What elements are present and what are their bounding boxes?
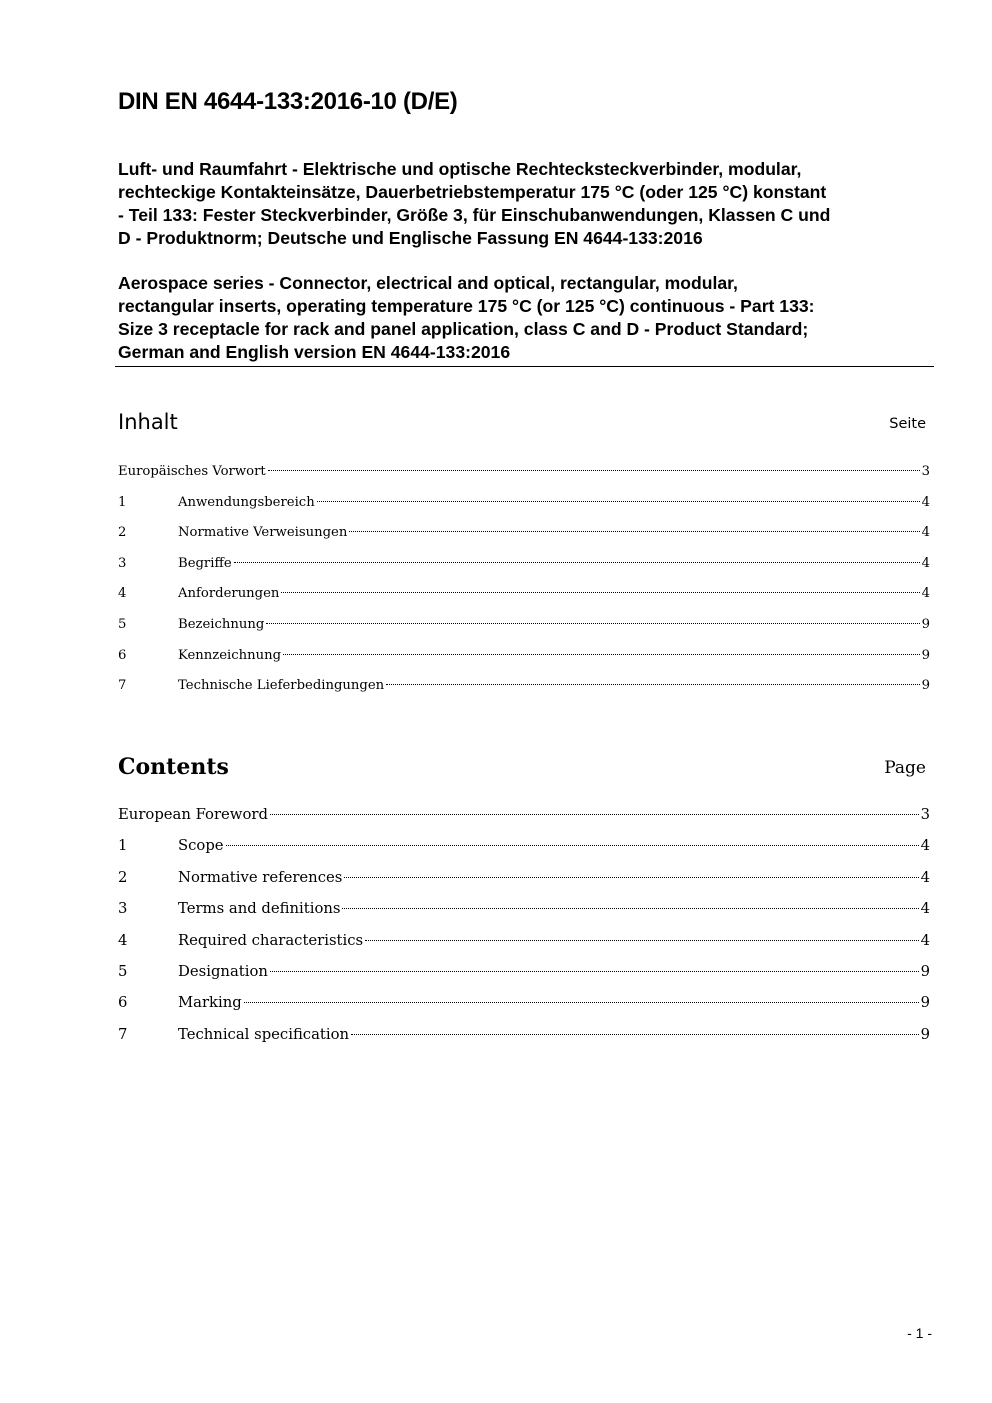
toc-entry[interactable] — [118, 806, 930, 823]
toc-entry-label: Technical specification — [178, 1025, 350, 1043]
german-title-line: Luft- und Raumfahrt - Elektrische und optische Rechtecksteckverbinder, modular, — [118, 159, 802, 179]
toc-entry[interactable] — [118, 617, 930, 632]
toc-entry-label: Normative references — [178, 868, 343, 886]
toc-entry-leader — [234, 562, 920, 563]
page-number: - 1 - — [907, 1325, 932, 1341]
toc-entry-label: Marking — [178, 994, 242, 1012]
toc-entry-number: 6 — [118, 994, 128, 1012]
toc-en-heading: Contents — [118, 754, 229, 780]
toc-entry-page: 4 — [920, 900, 930, 918]
toc-entry-label: Anforderungen — [178, 586, 280, 602]
toc-de-heading: Inhalt — [118, 410, 178, 434]
toc-entry-number: 6 — [118, 647, 127, 663]
toc-entry-page: 9 — [921, 647, 930, 663]
toc-entry[interactable] — [118, 586, 930, 601]
english-title-line: Aerospace series - Connector, electrical and optical, rectangular, modular, — [118, 273, 738, 293]
toc-entry[interactable] — [118, 648, 930, 663]
toc-entry-label: European Foreword — [118, 806, 268, 823]
toc-entry-number: 7 — [118, 1025, 128, 1043]
toc-en-header — [118, 746, 926, 780]
title-divider — [115, 366, 934, 367]
toc-entry-leader — [270, 814, 919, 815]
german-title-line: rechteckige Kontakteinsätze, Dauerbetriebstemperatur 175 °C (oder 125 °C) konstant — [118, 182, 827, 202]
toc-entry-page: 9 — [921, 617, 930, 632]
toc-entry[interactable] — [118, 963, 930, 980]
toc-entry-leader — [386, 684, 919, 685]
toc-entry[interactable] — [118, 678, 930, 693]
toc-entry[interactable] — [118, 994, 930, 1011]
toc-entry-page: 9 — [921, 678, 930, 694]
toc-entry[interactable] — [118, 1026, 930, 1043]
toc-entry-page: 4 — [920, 837, 930, 855]
toc-entry-label: Required characteristics — [178, 931, 364, 949]
toc-entry[interactable] — [118, 932, 930, 949]
toc-entry-leader — [349, 531, 919, 532]
toc-entry-number: 3 — [118, 555, 127, 571]
toc-entry[interactable] — [118, 556, 930, 571]
toc-entry-number: 1 — [118, 837, 128, 855]
toc-entry[interactable] — [118, 464, 930, 479]
toc-entry-leader — [281, 592, 919, 593]
toc-entry-label: Terms and definitions — [178, 900, 341, 918]
toc-entry[interactable] — [118, 900, 930, 917]
toc-entry-label: Normative Verweisungen — [178, 525, 348, 541]
toc-entry-page: 9 — [920, 1025, 930, 1043]
toc-entry[interactable] — [118, 837, 930, 854]
toc-entry-leader — [268, 470, 920, 471]
toc-entry-leader — [244, 1002, 919, 1003]
toc-entry-page: 3 — [920, 806, 930, 823]
toc-entry-leader — [351, 1034, 919, 1035]
english-title-line: rectangular inserts, operating temperature 175 °C (or 125 °C) continuous - Part 133: — [118, 296, 815, 316]
toc-entry-number: 2 — [118, 525, 127, 541]
toc-entry-page: 4 — [921, 555, 930, 571]
german-title — [118, 158, 948, 250]
toc-entry[interactable] — [118, 869, 930, 886]
toc-entry-number: 5 — [118, 617, 127, 632]
toc-entry[interactable] — [118, 525, 930, 540]
toc-entry-leader — [283, 654, 920, 655]
german-title-line: - Teil 133: Fester Steckverbinder, Größe 3, für Einschubanwendungen, Klassen C und — [118, 205, 831, 225]
english-title — [118, 272, 948, 364]
toc-entry-label: Begriffe — [178, 555, 232, 571]
toc-en-page-label: Page — [884, 758, 926, 778]
toc-de-page-label: Seite — [889, 416, 926, 432]
english-title-line: German and English version EN 4644-133:2016 — [118, 342, 511, 362]
toc-entry-label: Bezeichnung — [178, 617, 265, 632]
toc-entry-label: Kennzeichnung — [178, 647, 282, 663]
toc-entry-leader — [266, 623, 919, 624]
toc-entry-leader — [317, 501, 920, 502]
toc-entry-leader — [344, 877, 918, 878]
toc-entry-number: 5 — [118, 963, 128, 980]
toc-entry-page: 4 — [920, 868, 930, 886]
toc-entry-page: 4 — [921, 494, 930, 510]
toc-entry[interactable] — [118, 495, 930, 510]
toc-entry-label: Scope — [178, 837, 224, 855]
document-title: DIN EN 4644-133:2016-10 (D/E) — [118, 88, 458, 115]
toc-entry-leader — [342, 908, 918, 909]
german-title-line: D - Produktnorm; Deutsche und Englische Fassung EN 4644-133:2016 — [118, 228, 703, 248]
toc-entry-number: 2 — [118, 868, 128, 886]
english-title-line: Size 3 receptacle for rack and panel application, class C and D - Product Standard; — [118, 319, 809, 339]
toc-entry-page: 4 — [921, 586, 930, 602]
toc-entry-label: Europäisches Vorwort — [118, 464, 266, 479]
toc-entry-number: 3 — [118, 900, 128, 918]
toc-entry-label: Technische Lieferbedingungen — [178, 678, 385, 694]
toc-entry-number: 1 — [118, 494, 127, 510]
toc-entry-leader — [226, 845, 919, 846]
toc-entry-label: Anwendungsbereich — [178, 494, 315, 510]
toc-entry-label: Designation — [178, 963, 268, 980]
toc-entry-number: 4 — [118, 931, 128, 949]
toc-entry-page: 3 — [921, 464, 930, 479]
toc-de-header — [118, 400, 926, 434]
toc-entry-page: 4 — [921, 525, 930, 541]
toc-entry-number: 4 — [118, 586, 127, 602]
toc-entry-page: 4 — [920, 931, 930, 949]
toc-entry-leader — [365, 940, 918, 941]
toc-entry-page: 9 — [920, 963, 930, 980]
toc-entry-number: 7 — [118, 678, 127, 694]
toc-entry-leader — [270, 971, 919, 972]
toc-entry-page: 9 — [920, 994, 930, 1012]
